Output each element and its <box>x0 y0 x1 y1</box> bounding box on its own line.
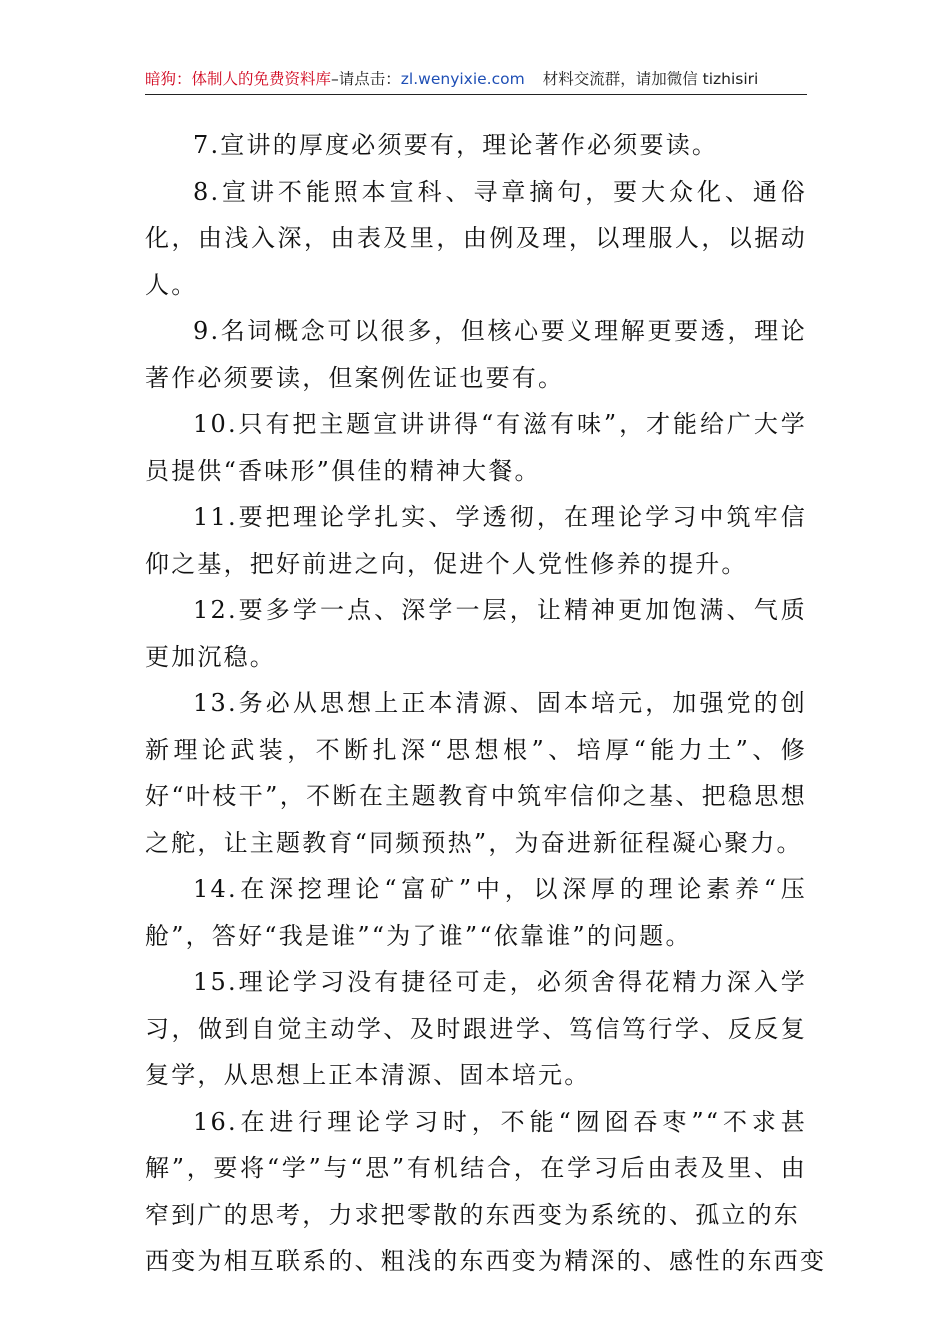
header-wechat-note: 材料交流群，请加微信 tizhisiri <box>542 70 759 88</box>
paragraph-15: 15.理论学习没有捷径可走，必须舍得花精力深入学习，做到自觉主动学、及时跟进学、笃信笃行学、反反复复学，从思想上正本清源、固本培元。 <box>145 968 807 1089</box>
paragraph-13: 13.务必从思想上正本清源、固本培元，加强党的创新理论武装，不断扎深“思想根”、培厚“能力土”、修好“叶枝干”，不断在主题教育中筑牢信仰之基、把稳思想之舵，让主题教育“同频预热”，为奋进新征程凝心聚力。 <box>145 689 807 857</box>
paragraph-16: 16.在进行理论学习时，不能“囫囵吞枣”“不求甚解”，要将“学”与“思”有机结合，在学习后由表及里、由窄到广的思考，力求把零散的东西变为系统的、孤立的东 <box>145 1107 807 1229</box>
paragraph-11: 11.要把理论学扎实、学透彻，在理论学习中筑牢信仰之基，把好前进之向，促进个人党性修养的提升。 <box>145 503 807 578</box>
document-body <box>145 122 827 1285</box>
page-header <box>145 66 807 92</box>
paragraph-16-continued-line: 西变为相互联系的、粗浅的东西变为精深的、感性的东西变 <box>145 1247 827 1275</box>
header-click-prefix: –请点击： <box>331 70 401 88</box>
paragraph-14: 14.在深挖理论“富矿”中，以深厚的理论素养“压舱”，答好“我是谁”“为了谁”“依靠谁”的问题。 <box>145 875 807 950</box>
paragraph-8: 8.宣讲不能照本宣科、寻章摘句，要大众化、通俗化，由浅入深，由表及里，由例及理，以理服人，以据动人。 <box>145 177 807 299</box>
header-url-link[interactable]: zl.wenyixie.com <box>400 70 525 88</box>
header-brand: 暗狗：体制人的免费资料库 <box>145 70 332 88</box>
paragraph-10: 10.只有把主题宣讲讲得“有滋有味”，才能给广大学员提供“香味形”俱佳的精神大餐。 <box>145 410 807 485</box>
paragraph-12: 12.要多学一点、深学一层，让精神更加饱满、气质更加沉稳。 <box>145 596 807 671</box>
paragraph-7: 7.宣讲的厚度必须要有，理论著作必须要读。 <box>193 131 719 159</box>
paragraph-9: 9.名词概念可以很多，但核心要义理解更要透，理论著作必须要读，但案例佐证也要有。 <box>145 317 807 392</box>
header-divider <box>145 94 807 95</box>
